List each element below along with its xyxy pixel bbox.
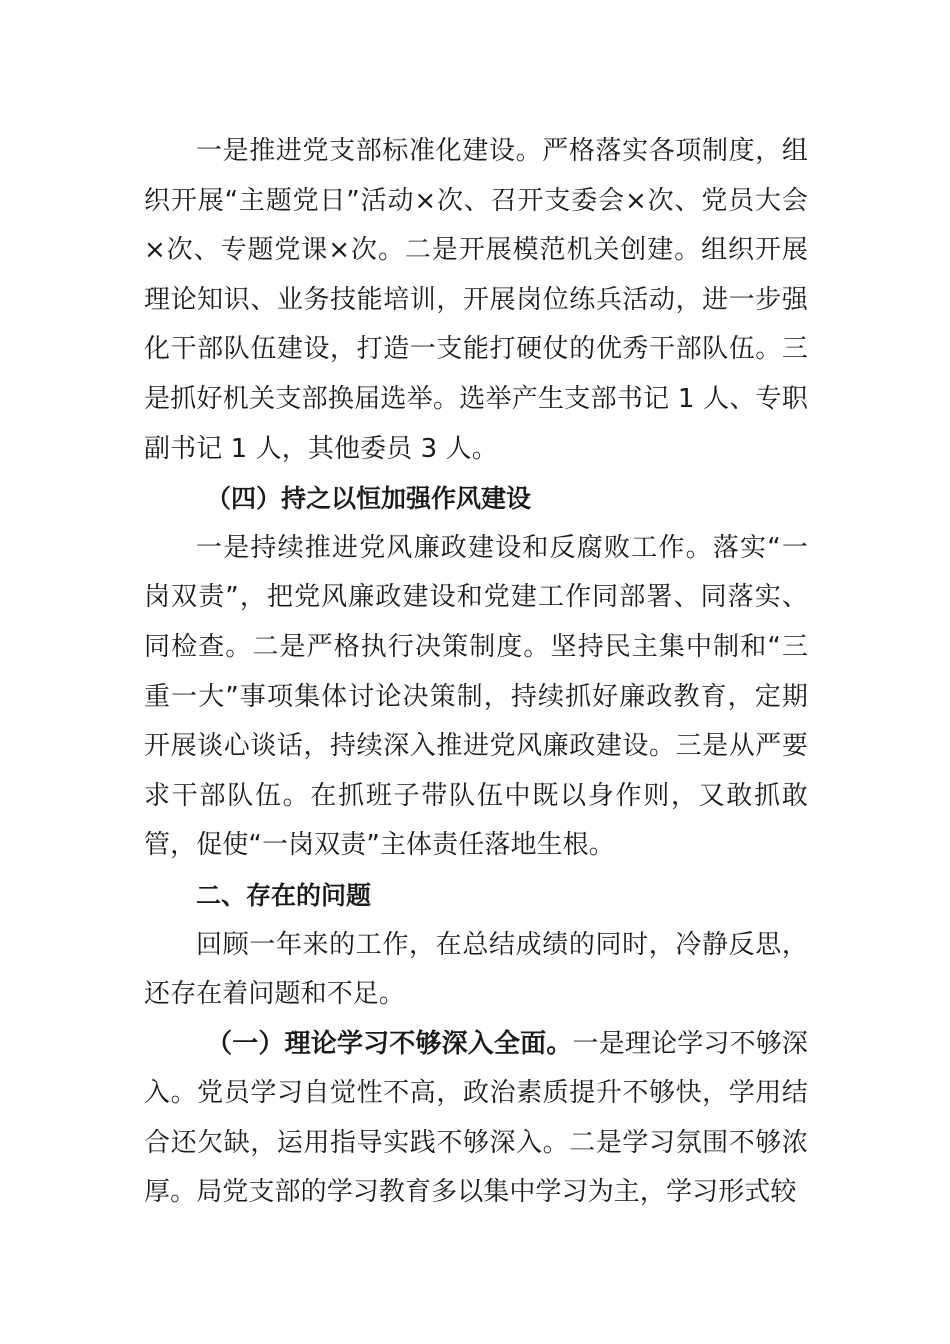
document-page	[144, 127, 808, 1218]
paragraph-review-intro: 回顾一年来的工作，在总结成绩的同时，冷静反思，还存在着问题和不足。	[144, 929, 808, 1010]
paragraph-clean-governance: 一是持续推进党风廉政建设和反腐败工作。落实“一岗双责”，把党风廉政建设和党建工作同部署、同落实、同检查。二是严格执行决策制度。坚持民主集中制和“三重一大”事项集体讨论决策制，持续抓好廉政教育，定期开展谈心谈话，持续深入推进党风廉政建设。三是从严要求干部队伍。在抓班子带队伍中既以身作则，又敢抓敢管，促使“一岗双责”主体责任落地生根。	[144, 532, 808, 861]
paragraph-party-branch-standardization: 一是推进党支部标准化建设。严格落实各项制度，组织开展“主题党日”活动×次、召开支委会×次、党员大会×次、专题党课×次。二是开展模范机关创建。组织开展理论知识、业务技能培训，开展岗位练兵活动，进一步强化干部队伍建设，打造一支能打硬仗的优秀干部队伍。三是抓好机关支部换届选举。选举产生支部书记 1 人、专职副书记 1 人，其他委员 3 人。	[144, 136, 808, 464]
heading-existing-problems: 二、存在的问题	[196, 880, 372, 910]
problem-1-text: 一是理论学习不够深入。党员学习自觉性不高，政治素质提升不够快，学用结合还欠缺，运用指导实践不够深入。二是学习氛围不够浓厚。局党支部的学习教育多以集中学习为主，学习形式较	[144, 1028, 809, 1208]
heading-work-style-construction: （四）持之以恒加强作风建设	[206, 484, 532, 514]
problem-1-heading: （一）理论学习不够深入全面。	[206, 1028, 573, 1059]
paragraph-theory-study-problem	[144, 1020, 808, 1218]
